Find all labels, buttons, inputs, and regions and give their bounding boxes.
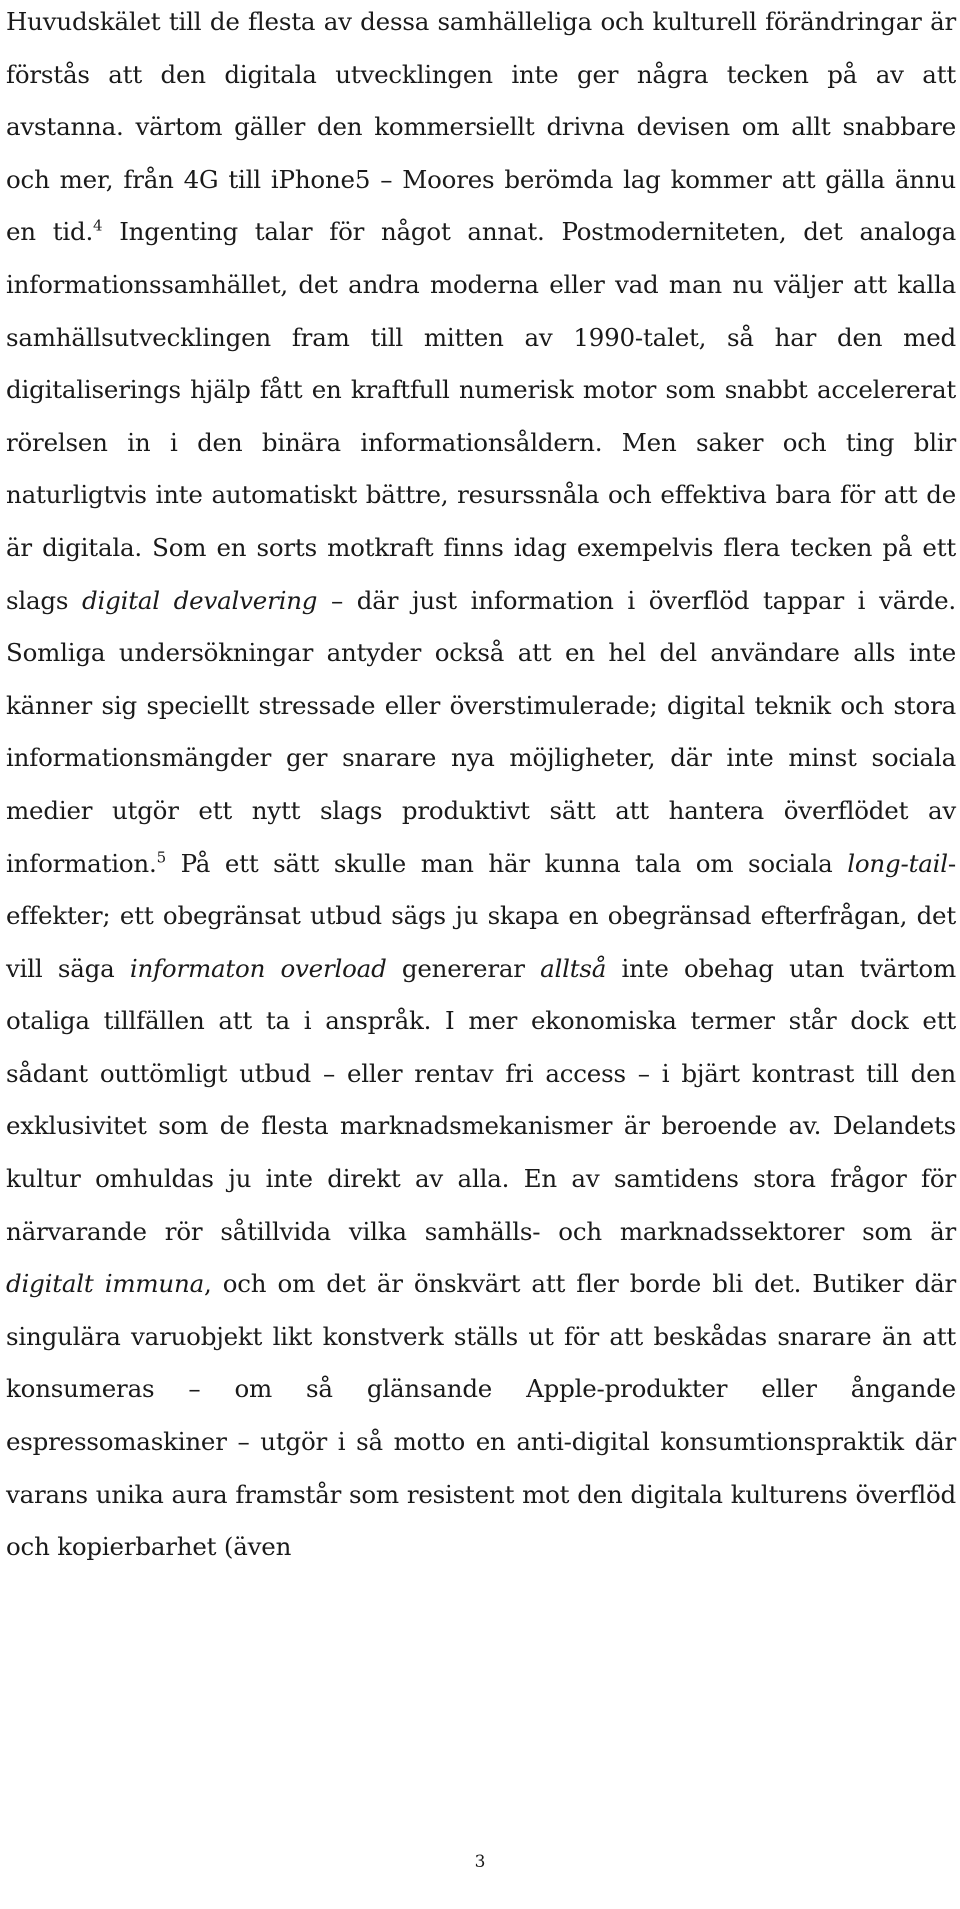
text-segment: Huvudskälet till de flesta av dessa samhälleliga och kulturell förändringar är förstås att den digitala utvecklingen inte ger några tecken på av att avstanna. värtom gäller den kommersiellt drivna devisen om allt snabbare och mer, från 4G till iPhone5 – Moores berömda lag kommer att gälla ännu en tid. <box>6 7 956 247</box>
text-segment: inte obehag utan tvärtom otaliga tillfällen att ta i anspråk. I mer ekonomiska termer står dock ett sådant outtömligt utbud – eller rentav fri access – i bjärt kontrast till den exklusivitet som de flesta marknadsmekanismer är beroende av. Delandets kultur omhuldas ju inte direkt av alla. En av samtidens stora frågor för närvarande rör såtillvida vilka samhälls- och marknadssektorer som är <box>6 953 957 1246</box>
text-segment: Ingenting talar för något annat. Postmoderniteten, det analoga informationssamhället, det andra moderna eller vad man nu väljer att kalla samhällsutvecklingen fram till mitten av 1990-talet, så har den med digitaliserings hjälp fått en kraftfull numerisk motor som snabbt accelererat rörelsen in i den binära informationsåldern. Men saker och ting blir naturligtvis inte automatiskt bättre, resurssnåla och effektiva bara för att de är digitala. Som en sorts motkraft finns idag exempelvis flera tecken på ett slags <box>6 217 956 615</box>
text-segment: , och om det är önskvärt att fler borde bli det. Butiker där singulära varuobjekt likt konstverk ställs ut för att beskådas snarare än att konsumeras – om så glänsande Apple-produkter eller ångande espressomaskiner – utgör i så motto en anti-digital konsumtionspraktik där varans unika aura framstår som resistent mot den digitala kulturens överflöd och kopierbarhet (även <box>6 1269 956 1562</box>
body-paragraph <box>6 0 956 1574</box>
page-number: 3 <box>474 1852 486 1872</box>
text-segment: genererar <box>386 953 541 983</box>
italic-term-digitalt-immuna: digitalt immuna <box>6 1269 204 1299</box>
footnote-reference-5[interactable]: 5 <box>156 847 166 866</box>
text-segment: – där just information i överflöd tappar i värde. Somliga undersökningar antyder också att en hel del användare alls inte känner sig speciellt stressade eller överstimulerade; digital teknik och stora informationsmängder ger snarare nya möjligheter, där inte minst sociala medier utgör ett nytt slags produktivt sätt att hantera överflödet av information. <box>6 585 956 878</box>
italic-term-digital-devalvering: digital devalvering <box>82 585 318 615</box>
italic-term-alltsa: alltså <box>540 953 607 983</box>
footnote-reference-4[interactable]: 4 <box>93 216 103 235</box>
italic-term-long-tail: long-tail <box>847 848 948 878</box>
italic-term-information-overload: informaton overload <box>129 953 387 983</box>
text-segment: -effekter; ett obegränsat utbud sägs ju skapa en obegränsad efterfrågan, det vill säga <box>6 848 956 983</box>
text-segment: På ett sätt skulle man här kunna tala om sociala <box>165 848 848 878</box>
